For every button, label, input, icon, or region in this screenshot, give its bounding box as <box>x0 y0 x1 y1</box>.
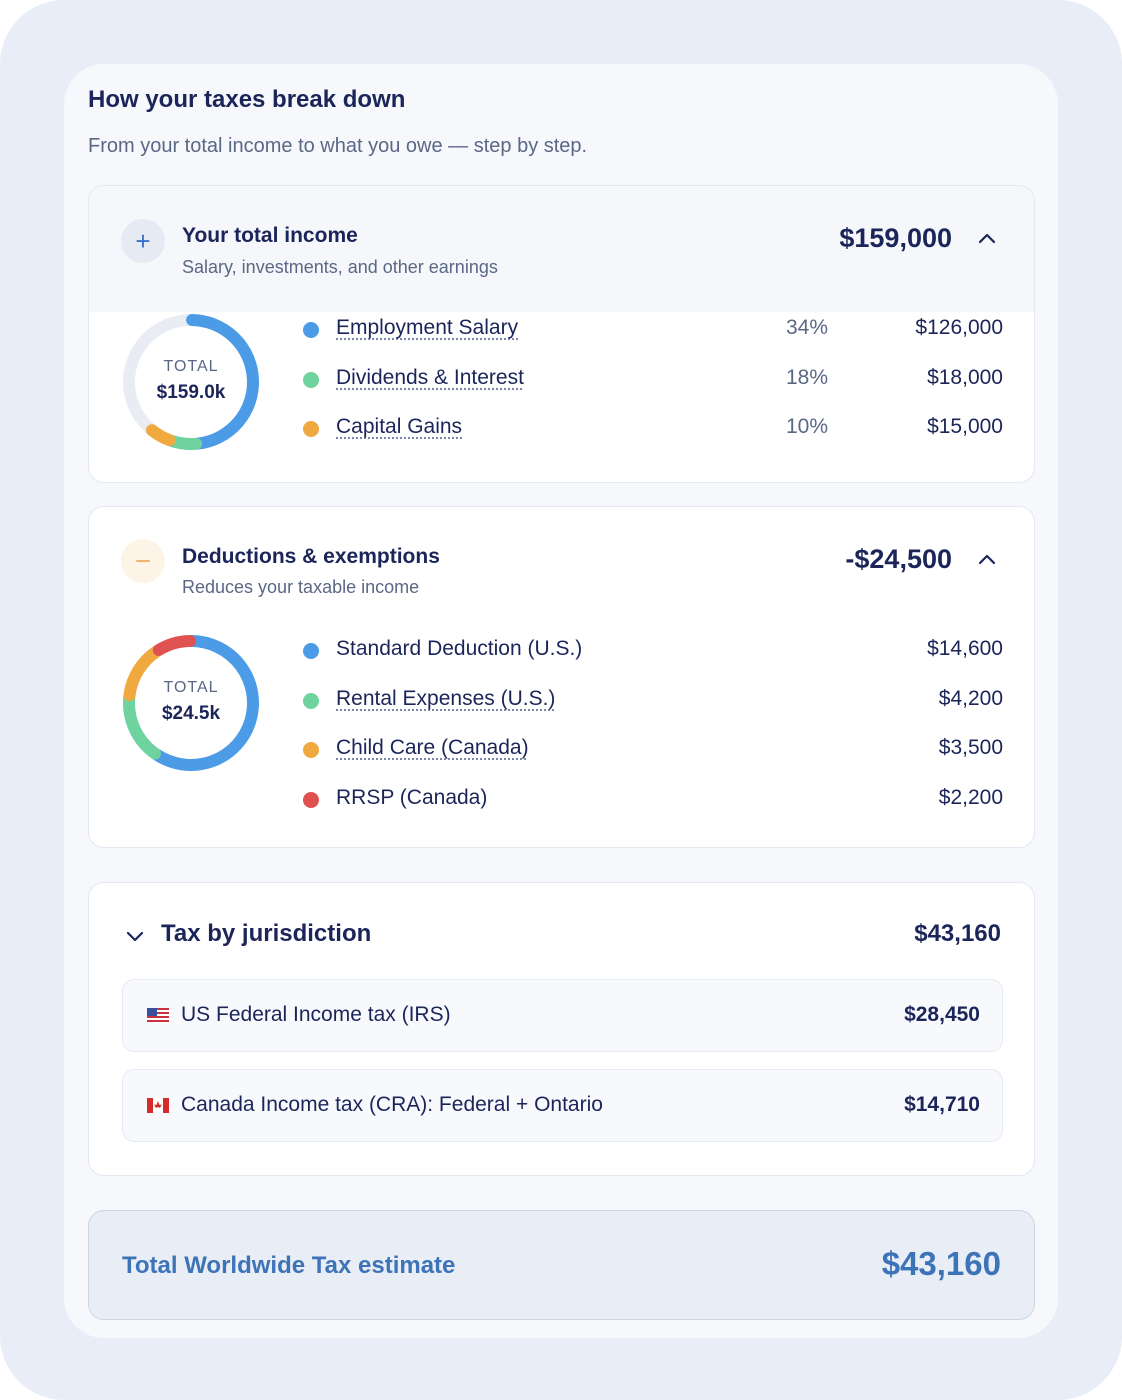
income-item-amount: $126,000 <box>915 316 1003 339</box>
deductions-subtitle: Reduces your taxable income <box>182 577 420 597</box>
chevron-up-icon[interactable] <box>977 550 997 570</box>
tax-breakdown-panel <box>64 64 1058 1338</box>
jurisdiction-value: $14,710 <box>904 1093 980 1116</box>
income-item-percent: 34% <box>785 316 828 339</box>
deduction-item-amount: $3,500 <box>938 736 1003 759</box>
chevron-up-icon[interactable] <box>977 229 997 249</box>
income-row[interactable] <box>303 364 1003 394</box>
donut-segment <box>152 430 170 440</box>
income-donut-label: TOTAL <box>163 358 219 375</box>
income-item-amount: $18,000 <box>927 366 1003 389</box>
legend-dot <box>303 742 319 758</box>
deduction-row <box>303 635 1003 665</box>
deductions-donut-label: TOTAL <box>163 679 219 696</box>
income-item-percent: 10% <box>785 415 828 438</box>
income-subtitle: Salary, investments, and other earnings <box>182 257 498 277</box>
deductions-title: Deductions & exemptions <box>182 545 440 568</box>
deduction-row[interactable] <box>303 734 1003 764</box>
deduction-item-amount: $14,600 <box>927 637 1003 660</box>
jurisdiction-label: US Federal Income tax (IRS) <box>181 1003 451 1026</box>
deductions-amount: -$24,500 <box>845 544 952 574</box>
deduction-item-amount: $2,200 <box>938 786 1003 809</box>
jurisdiction-label: Canada Income tax (CRA): Federal + Ontario <box>181 1093 603 1116</box>
chevron-down-icon[interactable] <box>125 926 145 946</box>
page-title: How your taxes break down <box>88 86 406 113</box>
plus-icon: + <box>121 219 165 263</box>
deduction-item-label[interactable]: Child Care (Canada) <box>336 736 529 759</box>
deduction-item-label: RRSP (Canada) <box>336 786 488 809</box>
income-row[interactable] <box>303 314 1003 344</box>
jurisdiction-value: $28,450 <box>904 1003 980 1026</box>
income-card <box>88 185 1035 483</box>
legend-dot <box>303 643 319 659</box>
total-estimate-card <box>88 1210 1035 1320</box>
income-item-label[interactable]: Dividends & Interest <box>336 366 524 389</box>
jurisdiction-title[interactable]: Tax by jurisdiction <box>161 920 372 947</box>
deductions-donut-chart <box>121 633 261 773</box>
canada-flag-icon <box>147 1098 169 1113</box>
income-item-label[interactable]: Capital Gains <box>336 415 463 438</box>
jurisdiction-row-us[interactable] <box>122 979 1003 1052</box>
income-item-amount: $15,000 <box>927 415 1003 438</box>
legend-dot <box>303 322 319 338</box>
total-value: $43,160 <box>881 1245 1001 1282</box>
deduction-row <box>303 784 1003 814</box>
legend-dot <box>303 792 319 808</box>
deductions-donut-value: $24.5k <box>161 703 221 724</box>
legend-dot <box>303 421 319 437</box>
us-flag-icon <box>147 1008 169 1023</box>
minus-icon <box>121 539 165 583</box>
income-row[interactable] <box>303 413 1003 443</box>
jurisdiction-card <box>88 882 1035 1176</box>
deduction-item-amount: $4,200 <box>938 687 1003 710</box>
deduction-item-label[interactable]: Rental Expenses (U.S.) <box>336 687 556 710</box>
legend-dot <box>303 372 319 388</box>
income-amount: $159,000 <box>839 223 952 253</box>
income-item-percent: 18% <box>785 366 828 389</box>
jurisdiction-amount: $43,160 <box>914 920 1001 947</box>
income-donut-chart <box>121 312 261 452</box>
donut-segment <box>159 641 190 650</box>
income-item-label[interactable]: Employment Salary <box>336 316 519 339</box>
legend-dot <box>303 693 319 709</box>
income-donut-value: $159.0k <box>156 382 226 403</box>
page-subtitle: From your total income to what you owe — step by step. <box>88 135 588 157</box>
deductions-card <box>88 506 1035 848</box>
jurisdiction-row-canada[interactable] <box>122 1069 1003 1142</box>
income-title: Your total income <box>182 224 358 247</box>
deduction-row[interactable] <box>303 685 1003 715</box>
deduction-item-label: Standard Deduction (U.S.) <box>336 637 583 660</box>
total-label: Total Worldwide Tax estimate <box>122 1252 456 1279</box>
